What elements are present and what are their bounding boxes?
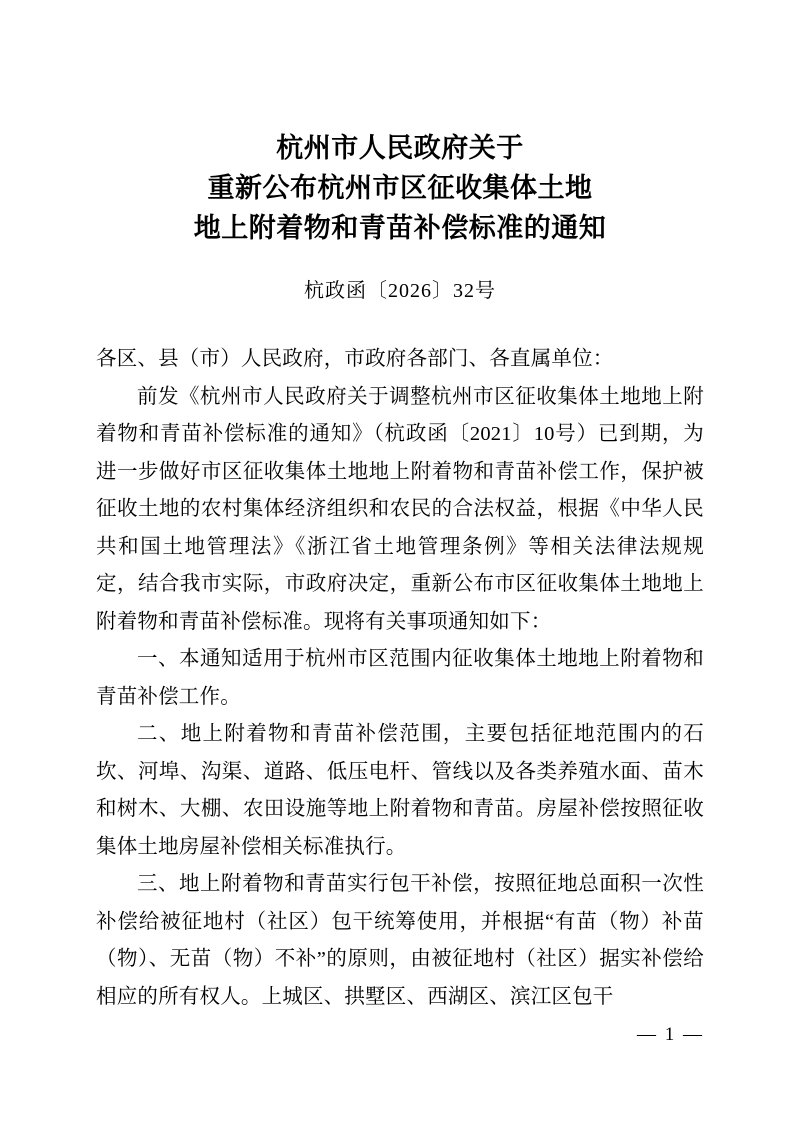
document-body xyxy=(96,341,704,1016)
page-number: — 1 — xyxy=(637,1024,704,1045)
paragraph-3: 二、地上附着物和青苗补偿范围，主要包括征地范围内的石坎、河埠、沟渠、道路、低压电杆、管线以及各类养殖水面、苗木和树木、大棚、农田设施等地上附着物和青苗。房屋补偿按照征收集体土地房屋补偿相关标准执行。 xyxy=(96,723,704,858)
title-line-3: 地上附着物和青苗补偿标准的通知 xyxy=(193,213,607,243)
paragraph-1: 前发《杭州市人民政府关于调整杭州市区征收集体土地地上附着物和青苗补偿标准的通知》（杭政函〔2021〕10号）已到期，为进一步做好市区征收集体土地地上附着物和青苗补偿工作，保护被征收土地的农村集体经济组织和农民的合法权益，根据《中华人民共和国土地管理法》《浙江省土地管理条例》等相关法律法规规定，结合我市实际，市政府决定，重新公布市区征收集体土地地上附着物和青苗补偿标准。现将有关事项通知如下： xyxy=(96,385,704,633)
salutation: 各区、县（市）人民政府，市政府各部门、各直属单位： xyxy=(96,348,614,370)
document-number: 杭政函〔2026〕32号 xyxy=(304,280,496,302)
paragraph-2: 一、本通知适用于杭州市区范围内征收集体土地地上附着物和青苗补偿工作。 xyxy=(96,648,704,708)
paragraph-4: 三、地上附着物和青苗实行包干补偿，按照征地总面积一次性补偿给被征地村（社区）包干统筹使用，并根据“有苗（物）补苗（物）、无苗（物）不补”的原则，由被征地村（社区）据实补偿给相应的所有权人。上城区、拱墅区、西湖区、滨江区包干 xyxy=(96,873,704,1008)
page-title xyxy=(96,128,704,248)
title-line-1: 杭州市人民政府关于 xyxy=(276,133,524,163)
title-line-2: 重新公布杭州市区征收集体土地 xyxy=(207,173,593,203)
